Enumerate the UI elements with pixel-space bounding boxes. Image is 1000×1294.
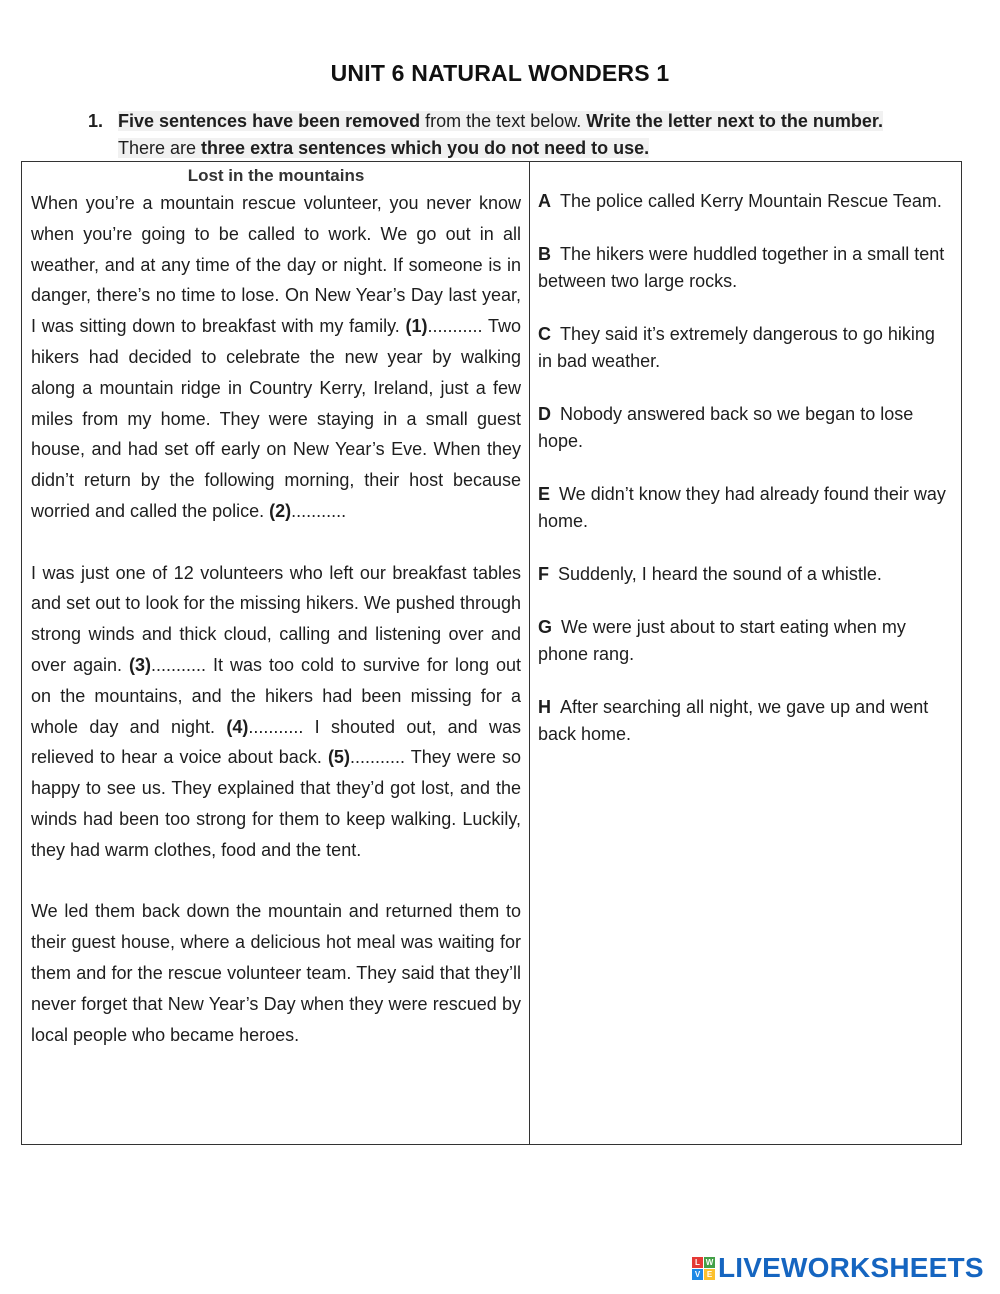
option-text: After searching all night, we gave up and went back home. (538, 697, 929, 744)
logo-icon-tile: V (692, 1269, 703, 1280)
option-h (538, 694, 948, 748)
logo-icon-tile: W (705, 1257, 714, 1267)
option-b (538, 241, 948, 295)
options-column (538, 188, 948, 774)
exercise-table (21, 161, 962, 1145)
option-e (538, 481, 948, 535)
liveworksheets-icon (692, 1257, 715, 1280)
option-letter: G (538, 617, 553, 637)
gap-2: (2) (269, 500, 292, 521)
option-letter: A (538, 191, 551, 211)
gap-1: (1) (405, 316, 428, 337)
story-paragraph-3: We led them back down the mountain and returned them to their guest house, where a delicious hot meal was waiting for them and for the rescue volunteer team. They said that they’ll never forget that New Year’s Day when they were rescued by local people who became heroes. (31, 901, 521, 1045)
column-divider (529, 162, 530, 1144)
option-letter: F (538, 564, 549, 584)
option-text: Suddenly, I heard the sound of a whistle. (558, 564, 882, 584)
worksheet-title: UNIT 6 NATURAL WONDERS 1 (330, 60, 670, 86)
option-text: We were just about to start eating when my phone rang. (538, 617, 906, 664)
logo-icon-tile: L (692, 1257, 703, 1268)
option-letter: H (538, 697, 551, 717)
story-paragraph-2: I was just one of 12 volunteers who left our breakfast tables and set out to look for the missing hikers. We pushed through strong winds and thick cloud, calling and listening over and over again. (3)........... It was too cold to survive for long out on the mountains, and the hikers had been missing for a whole day and night. (4)........... I shouted out, and was relieved to hear a voice about back. (5)........... They were so happy to see us. They explained that they’d got lost, and the winds had been too strong for them to keep walking. Luckily, they had warm clothes, food and the tent. (31, 562, 521, 860)
gap-4: (4) (226, 716, 249, 737)
instruction-number: 1. (88, 111, 104, 131)
option-letter: B (538, 244, 551, 264)
instruction (88, 108, 958, 162)
gap-3: (3) (129, 654, 152, 675)
option-letter: C (538, 324, 551, 344)
option-g (538, 614, 948, 668)
story-title: Lost in the mountains (187, 166, 365, 185)
instruction-part4: There are (118, 138, 202, 158)
option-a (538, 188, 948, 215)
instruction-part2: from the text below. (420, 111, 587, 131)
option-text: The police called Kerry Mountain Rescue Team. (560, 191, 942, 211)
option-c (538, 321, 948, 375)
liveworksheets-logo (692, 1252, 984, 1284)
instruction-part5: three extra sentences which you do not need to use. (201, 138, 650, 158)
story-paragraph-1: When you’re a mountain rescue volunteer, you never know when you’re going to be called to work. We go out in all weather, and at any time of the day or night. If someone is in danger, there’s no time to lose. On New Year’s Day last year, I was sitting down to breakfast with my family. (1)........... Two hikers had decided to celebrate the new year by walking along a mountain ridge in Country Kerry, Ireland, just a few miles from my home. They were staying in a small guest house, and had set off early on New Year’s Eve. When they didn’t return by the following morning, their host because worried and called the police. (2)........... (31, 193, 521, 521)
option-f (538, 561, 948, 588)
option-letter: D (538, 404, 551, 424)
option-text: They said it’s extremely dangerous to go hiking in bad weather. (538, 324, 935, 371)
logo-text: LIVEWORKSHEETS (718, 1252, 984, 1283)
logo-icon-tile: E (704, 1269, 715, 1280)
instruction-part3: Write the letter next to the number. (586, 111, 883, 131)
option-text: The hikers were huddled together in a small tent between two large rocks. (538, 244, 945, 291)
option-letter: E (538, 484, 551, 504)
option-d (538, 401, 948, 455)
story-column (31, 164, 521, 1050)
gap-5: (5) (327, 747, 350, 768)
option-text: Nobody answered back so we began to lose hope. (538, 404, 914, 451)
instruction-part1: Five sentences have been removed (118, 111, 421, 131)
option-text: We didn’t know they had already found their way home. (538, 484, 946, 531)
